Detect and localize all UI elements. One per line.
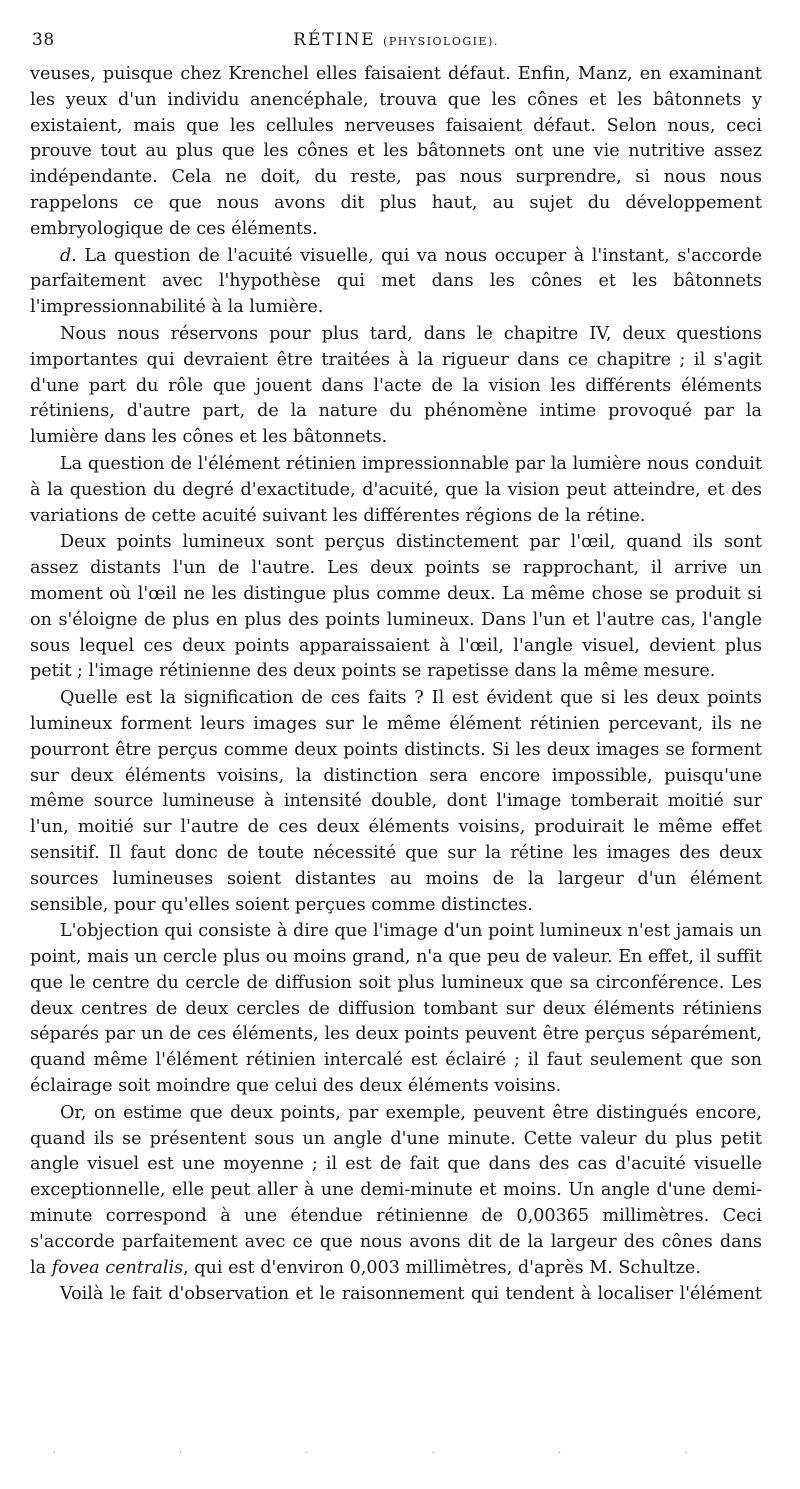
paragraph bbox=[30, 244, 762, 321]
running-head bbox=[30, 30, 762, 50]
paragraph-letter: d. bbox=[60, 245, 77, 266]
running-head-title: RÉTINE bbox=[293, 30, 376, 50]
paragraph: La question de l'élément rétinien impressionnable par la lumière nous conduit à la question du degré d'exactitude, d'acuité, que la vision peut atteindre, et des variations de cette acuité suivant les différentes régions de la rétine. bbox=[30, 453, 762, 526]
paragraph: Voilà le fait d'observation et le raisonnement qui tendent à localiser l'élément bbox=[60, 1284, 762, 1305]
paragraph: Deux points lumineux sont perçus distinctement par l'œil, quand ils sont assez distants l'un de l'autre. Les deux points se rapprochant, il arrive un moment où l'œil ne les distingue plus comme deux. La même chose se produit si on s'éloigne de plus en plus des points lumineux. Dans l'un et l'autre cas, l'angle sous lequel ces deux points apparaissaient à l'œil, l'angle visuel, devient plus petit ; l'image rétinienne des deux points se rapetisse dans la même mesure. bbox=[30, 532, 762, 682]
book-page bbox=[30, 26, 762, 1308]
page-bottom-dots: · · · · · · bbox=[52, 1448, 748, 1459]
body-text bbox=[30, 62, 762, 1308]
italic-term: fovea centralis bbox=[51, 1257, 184, 1278]
paragraph-text-tail: , qui est d'environ 0,003 millimètres, d'après M. Schultze. bbox=[183, 1257, 701, 1278]
paragraph: L'objection qui consiste à dire que l'image d'un point lumineux n'est jamais un point, mais un cercle plus ou moins grand, n'a que peu de valeur. En effet, il suffit que le centre du cercle de diffusion soit plus lumineux que sa circonférence. Les deux centres de deux cercles de diffusion tombant sur deux éléments rétiniens séparés par un de ces éléments, les deux points peuvent être perçus séparément, quand même l'élément rétinien intercalé est éclairé ; il faut seulement que son éclairage soit moindre que celui des deux éléments voisins. bbox=[30, 921, 762, 1097]
paragraph: Quelle est la signification de ces faits ? Il est évident que si les deux points lumineux forment leurs images sur le même élément rétinien percevant, ils ne pourront être perçus comme deux points distincts. Si les deux images se forment sur deux éléments voisins, la distinction sera encore impossible, puisqu'une même source lumineuse à intensité double, dont l'image tomberait moitié sur l'un, moitié sur l'autre de ces deux éléments voisins, produirait le même effet sensitif. Il faut donc de toute nécessité que sur la rétine les images des deux sources lumineuses soient distantes au moins de la largeur d'un élément sensible, pour qu'elles soient perçues comme distinctes. bbox=[30, 688, 762, 915]
paragraph: Nous nous réservons pour plus tard, dans le chapitre IV, deux questions importantes qui devraient être traitées à la rigueur dans ce chapitre ; il s'agit d'une part du rôle que jouent dans l'acte de la vision les différents éléments rétiniens, d'autre part, de la nature du phénomène intime provoqué par la lumière dans les cônes et les bâtonnets. bbox=[30, 323, 762, 448]
paragraph-text: Or, on estime que deux points, par exemple, peuvent être distingués encore, quand ils se présentent sous un angle d'une minute. Cette valeur du plus petit angle visuel est une moyenne ; il est de fait que dans des cas d'acuité visuelle exceptionnelle, elle peut aller à une demi-minute et moins. Un angle d'une demi-minute correspond à une étendue rétinienne de 0,00365 millimètres. Ceci s'accorde parfaitement avec ce que nous avons dit de la largeur des cônes dans la bbox=[30, 1102, 762, 1278]
page-header bbox=[30, 26, 762, 62]
paragraph bbox=[30, 1101, 762, 1282]
paragraph-text: La question de l'acuité visuelle, qui va nous occuper à l'instant, s'accorde parfaitement avec l'hypothèse qui met dans les cônes et les bâtonnets l'impressionnabilité à la lumière. bbox=[30, 245, 762, 318]
paragraph: veuses, puisque chez Krenchel elles faisaient défaut. Enfin, Manz, en examinant les yeux d'un individu anencéphale, trouva que les cônes et les bâtonnets y existaient, mais que les cellules nerveuses faisaient défaut. Selon nous, ceci prouve tout au plus que les cônes et les bâtonnets ont une vie nutritive assez indépendante. Cela ne doit, du reste, pas nous surprendre, si nous nous rappelons ce que nous avons dit plus haut, au sujet du développement embryologique de ces éléments. bbox=[30, 64, 762, 239]
page-number: 38 bbox=[32, 30, 55, 50]
running-head-subtitle: (PHYSIOLOGIE). bbox=[383, 35, 499, 48]
